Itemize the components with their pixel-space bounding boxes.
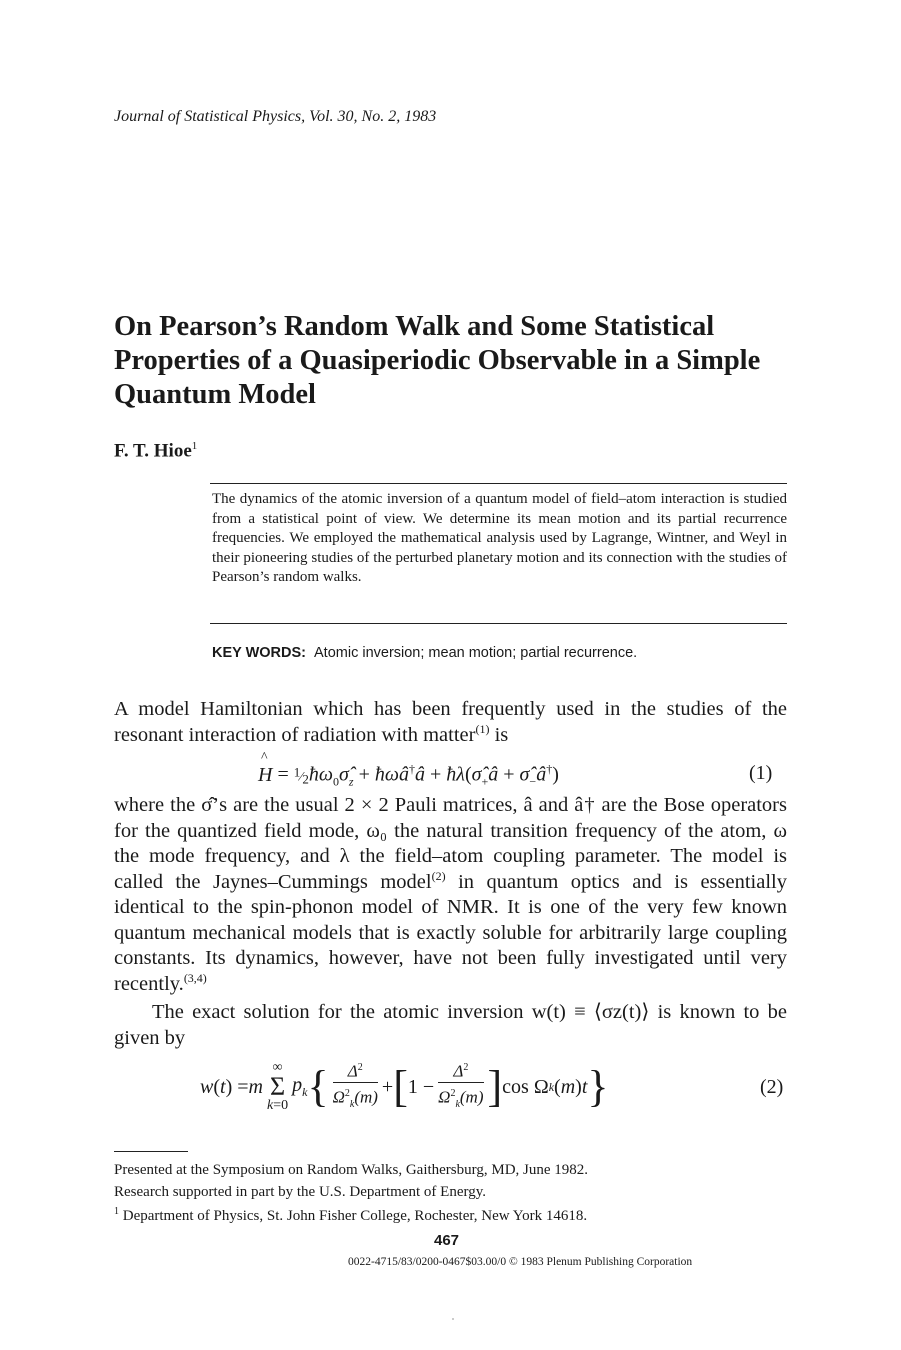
paragraph-1-text: A model Hamiltonian which has been frequently used in the studies of the resonant interaction of radiation with matter [114,698,787,746]
footnote-affiliation [114,1206,587,1225]
citation-3-4: (3,4) [183,970,207,985]
abstract: The dynamics of the atomic inversion of a quantum model of field–atom interaction is studied from a statistical point of view. We determine its mean motion and its partial recurrence frequencies. We employed the mathematical analysis used by Lagrange, Wintner, and Weyl in their pioneering studies of the perturbed planetary motion and its connection with the studies of Pearson’s random walks. [212,491,787,585]
keywords [212,645,637,661]
equation-2-number: (2) [760,1076,784,1098]
paragraph-3: The exact solution for the atomic inversion w(t) ≡ ⟨σz(t)⟩ is known to be given by [114,1001,787,1049]
paragraph-2-text-a: where the σ̂’s are the usual 2 × 2 Pauli matrices, â and â† are the Bose operators for the quantized field mode, ω₀ the natural transition frequency of the atom, ω the mode frequency, and λ the field–atom coupling parameter. The model is called the Jaynes–Cummings model [114,794,787,893]
paragraph-1 [114,697,787,748]
journal-header: Journal of Statistical Physics, Vol. 30, No. 2, 1983 [114,108,437,125]
footnote-mark: 1 [114,1206,119,1217]
copyright-line: 0022-4715/83/0200-0467$03.00/0 © 1983 Plenum Publishing Corporation [348,1256,693,1268]
equation-2: w ( t ) = m ∞ Σ k=0 $p_k$ { $\frac{\Delta^2}{\Omega^2_k(m)}$ + [ 1 − $\frac{\Delta^2}{\Omega^2_k(m)}$ ] cos Ω k ( m ) t } [200,1060,609,1113]
paragraph-2 [114,793,787,997]
paragraph-1-tail: is [489,723,509,746]
citation-1: (1) [475,721,490,736]
page-number: 467 [434,1232,460,1249]
equation-1: H ^ = $^1⁄2ħ\omega_0\sigmâ_z$ + ħωâ†â + $ħ\lambda(\sigmâ_+â$ + $\sigmâ_-â^\dagger$) [258,749,559,789]
footnote-rule [114,1151,188,1152]
abstract-bottom-rule [210,623,787,624]
author-line [114,440,197,462]
author-name: F. T. Hioe [114,440,192,462]
footnote-support: Research supported in part by the U.S. Department of Energy. [114,1184,486,1200]
footnote-presented: Presented at the Symposium on Random Walks, Gaithersburg, MD, June 1982. [114,1162,589,1178]
scan-speck [452,1318,454,1320]
paragraph-2-text-b: in quantum optics and is essentially identical to the spin-phonon model of NMR. It is one of the very few known quantum mechanical models that is exactly soluble for arbitrarily large coupling constants. Its dynamics, however, have not been fully investigated until very recently. [114,870,787,995]
author-affiliation-mark: 1 [191,440,198,452]
footnote-affiliation-text: Department of Physics, St. John Fisher College, Rochester, New York 14618. [119,1208,588,1224]
equation-1-number: (1) [749,762,773,784]
citation-2: (2) [431,868,446,883]
keywords-label: KEY WORDS: [212,645,306,661]
keywords-list: Atomic inversion; mean motion; partial recurrence. [314,645,638,661]
paper-title: On Pearson’s Random Walk and Some Statistical Properties of a Quasiperiodic Observable in a Simple Quantum Model [114,311,761,410]
abstract-top-rule [210,483,787,484]
